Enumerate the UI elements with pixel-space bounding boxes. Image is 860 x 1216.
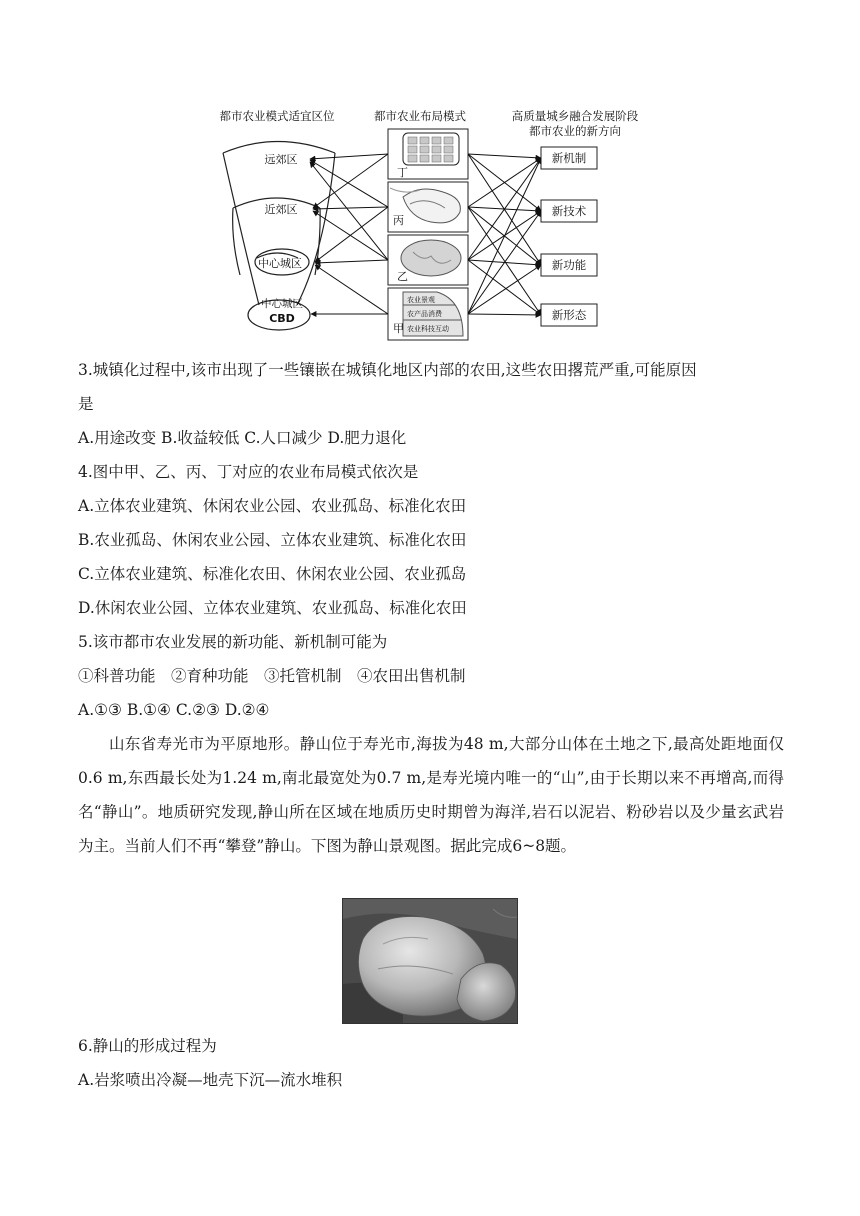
col-right-title-1: 高质量城乡融合发展阶段 xyxy=(511,109,639,123)
zone-far-suburb: 远郊区 xyxy=(264,153,298,166)
q4-option-b: B.农业孤岛、休闲农业公园、立体农业建筑、标准化农田 xyxy=(78,531,467,549)
q4-option-a: A.立体农业建筑、休闲农业公园、农业孤岛、标准化农田 xyxy=(78,497,467,515)
pattern-label-bing: 丙 xyxy=(393,214,404,227)
col-left-title: 都市农业模式适宜区位 xyxy=(219,109,335,123)
q6-stem: 6.静山的形成过程为 xyxy=(78,1037,217,1055)
q3-stem-line2: 是 xyxy=(78,395,94,413)
q4-option-d: D.休闲农业公园、立体农业建筑、农业孤岛、标准化农田 xyxy=(78,599,467,617)
q5-items: ①科普功能 ②育种功能 ③托管机制 ④农田出售机制 xyxy=(78,667,466,685)
pattern-label-ding: 丁 xyxy=(397,166,408,179)
q6-option-a: A.岩浆喷出冷凝—地壳下沉—流水堆积 xyxy=(78,1071,343,1089)
q3-options: A.用途改变 B.收益较低 C.人口减少 D.肥力退化 xyxy=(78,429,407,447)
col-right-title-2: 都市农业的新方向 xyxy=(529,124,621,138)
pattern-ding-grid-icon xyxy=(403,133,459,165)
direction-new-mechanism: 新机制 xyxy=(551,151,587,165)
pattern-label-jia: 甲 xyxy=(393,322,404,335)
direction-new-function: 新功能 xyxy=(551,258,587,272)
zone-cbd: CBD xyxy=(269,312,295,325)
zone-central-city: 中心城区 xyxy=(258,257,302,270)
passage-jingshan: 山东省寿光市为平原地形。静山位于寿光市,海拔为48 m,大部分山体在土地之下,最高处距地面仅0.6 m,东西最长处为1.24 m,南北最宽处为0.7 m,是寿光境内唯一的“山”,由于长期以来不再增高,而得名“静山”。地质研究发现,静山所在区域在地质历史时期曾为海洋,岩石以泥岩、粉砂岩以及少量玄武岩为主。当前人们不再“攀登”静山。下图为静山景观图。据此完成6~8题。 xyxy=(78,735,785,855)
q5-options: A.①③ B.①④ C.②③ D.②④ xyxy=(78,701,270,719)
jia-row-landscape: 农业景观 xyxy=(407,296,435,304)
jia-row-consumption: 农产品消费 xyxy=(407,310,442,318)
jia-row-tech: 农业科技互动 xyxy=(407,325,449,333)
direction-boxes xyxy=(541,147,597,326)
zone-central-city-inner: 中心城区 xyxy=(261,298,303,310)
jingshan-landscape-photo xyxy=(342,898,518,1024)
q3-stem-line1: 3.城镇化过程中,该市出现了一些镶嵌在城镇化地区内部的农田,这些农田撂荒严重,可能原因 xyxy=(78,361,697,379)
zone-near-suburb: 近郊区 xyxy=(264,203,298,216)
agriculture-layout-diagram xyxy=(205,100,655,350)
pattern-label-yi: 乙 xyxy=(397,270,408,283)
direction-new-technology: 新技术 xyxy=(551,204,587,218)
q5-stem: 5.该市都市农业发展的新功能、新机制可能为 xyxy=(78,633,388,651)
q4-stem: 4.图中甲、乙、丙、丁对应的农业布局模式依次是 xyxy=(78,463,419,481)
direction-new-form: 新形态 xyxy=(551,308,587,322)
direction-arrows xyxy=(468,154,541,315)
pattern-yi-island-icon xyxy=(401,240,461,276)
q4-option-c: C.立体农业建筑、标准化农田、休闲农业公园、农业孤岛 xyxy=(78,565,467,583)
col-mid-title: 都市农业布局模式 xyxy=(374,109,466,123)
